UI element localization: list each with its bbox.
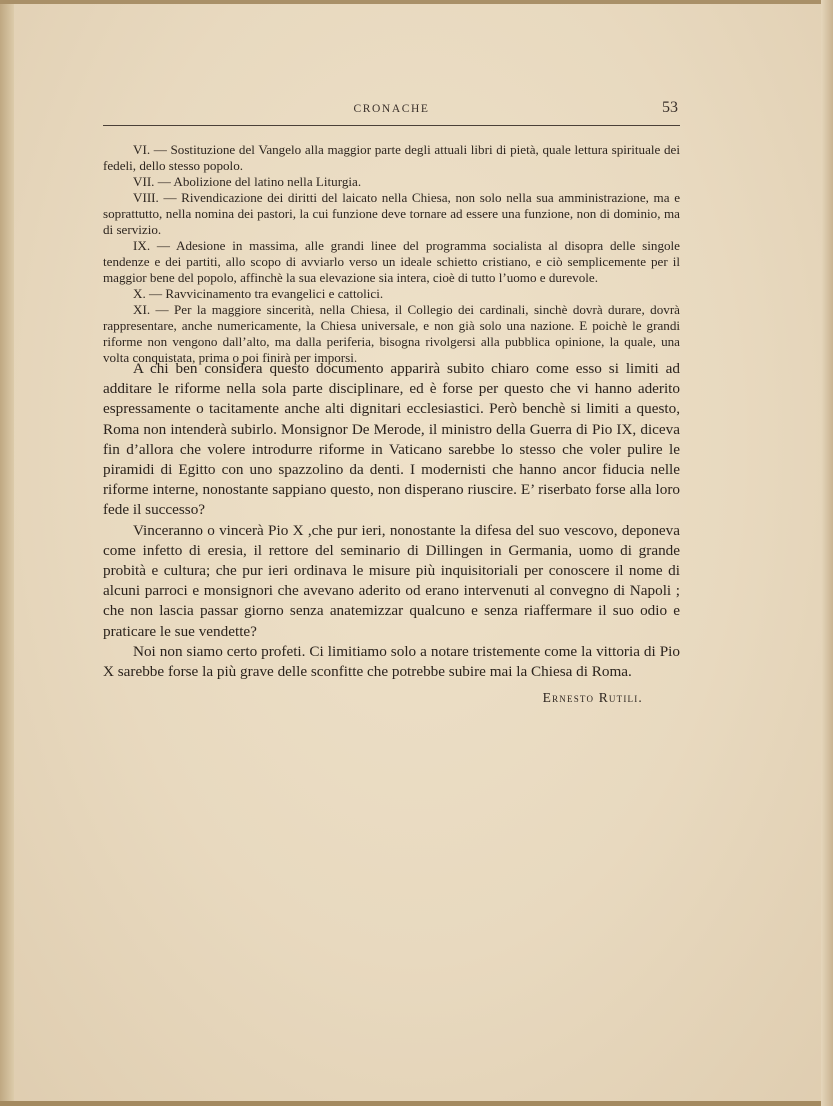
article-body xyxy=(103,359,680,682)
reform-point-xi: XI. — Per la maggiore sincerità, nella Chiesa, il Collegio dei cardinali, sinchè dovrà durare, dovrà rappresentare, anche numericamente, la Chiesa universale, e non già solo una nazione. E poichè le grandi riforme non vengono dall’alto, ma dalla periferia, bisogna rivolgersi alla pubblica opinione, la quale, una volta conquistata, prima o poi finirà per imporsi. xyxy=(103,302,680,365)
reform-point-x: X. — Ravvicinamento tra evangelici e cattolici. xyxy=(133,286,384,301)
header-rule xyxy=(103,125,680,126)
author-signature: Ernesto Rutili. xyxy=(542,690,643,705)
reform-point-vii: VII. — Abolizione del latino nella Liturgia. xyxy=(133,174,362,189)
reform-point-ix: IX. — Adesione in massima, alle grandi linee del programma socialista al disopra delle singole tendenze e dei partiti, allo scopo di avviarlo verso un ideale schietto cristiano, e ciò semplicemente per il maggior bene del popolo, affinchè la sua elevazione sia intera, cioè di tutto l’uomo e durevole. xyxy=(103,238,680,285)
body-paragraph-1: A chi ben considera questo documento apparirà subito chiaro come esso si limiti ad additare le riforme nella sola parte disciplinare, ed è forse per questo che vi hanno aderito espressamente o tacitamente anche alti dignitari ecclesiastici. Però benchè si limiti a questo, Roma non intenderà subirlo. Monsignor De Merode, il ministro della Guerra di Pio IX, diceva fin d’allora che volere introdurre riforme in Vaticano sarebbe lo stesso che voler pulire le piramidi di Egitto con uno spazzolino da denti. I modernisti che hanno ancor fiducia nelle riforme interne, nonostante sappiano questo, non disperano riuscire. E’ riserbato forse alla loro fede il successo? xyxy=(103,360,680,519)
body-paragraph-2: Vinceranno o vincerà Pio X ,che pur ieri, nonostante la difesa del suo vescovo, deponeva come infetto di eresia, il rettore del seminario di Dillingen in Germania, uomo di grande probità e cultura; che pur ieri ordinava le misure più inquisitoriali per conoscere il nome di alcuni parroci e monsignori che avevano aderito od erano intervenuti al convegno di Napoli ; che non lascia passar giorno senza anatemizzar qualcuno e senza riaffermare il suo odio e praticare le sue vendette? xyxy=(103,521,680,640)
reform-point-vi: VI. — Sostituzione del Vangelo alla maggior parte degli attuali libri di pietà, quale lettura spirituale dei fedeli, dello stesso popolo. xyxy=(103,142,680,173)
page-top-edge xyxy=(0,0,833,4)
running-head xyxy=(103,99,680,123)
page-bottom-edge xyxy=(0,1101,833,1106)
reform-points-list xyxy=(103,142,680,366)
body-paragraph-3: Noi non siamo certo profeti. Ci limitiamo solo a notare tristemente come la vittoria di Pio X sarebbe forse la più grave delle sconfitte che potrebbe subire mai la Chiesa di Roma. xyxy=(103,642,680,681)
page-number: 53 xyxy=(662,99,678,116)
reform-point-viii: VIII. — Rivendicazione dei diritti del laicato nella Chiesa, non solo nella sua amministrazione, ma e soprattutto, nella nomina dei pastori, la cui funzione deve tornare ad essere una funzione, non di dominio, ma di servizio. xyxy=(103,190,680,237)
section-title: CRONACHE xyxy=(353,103,430,115)
